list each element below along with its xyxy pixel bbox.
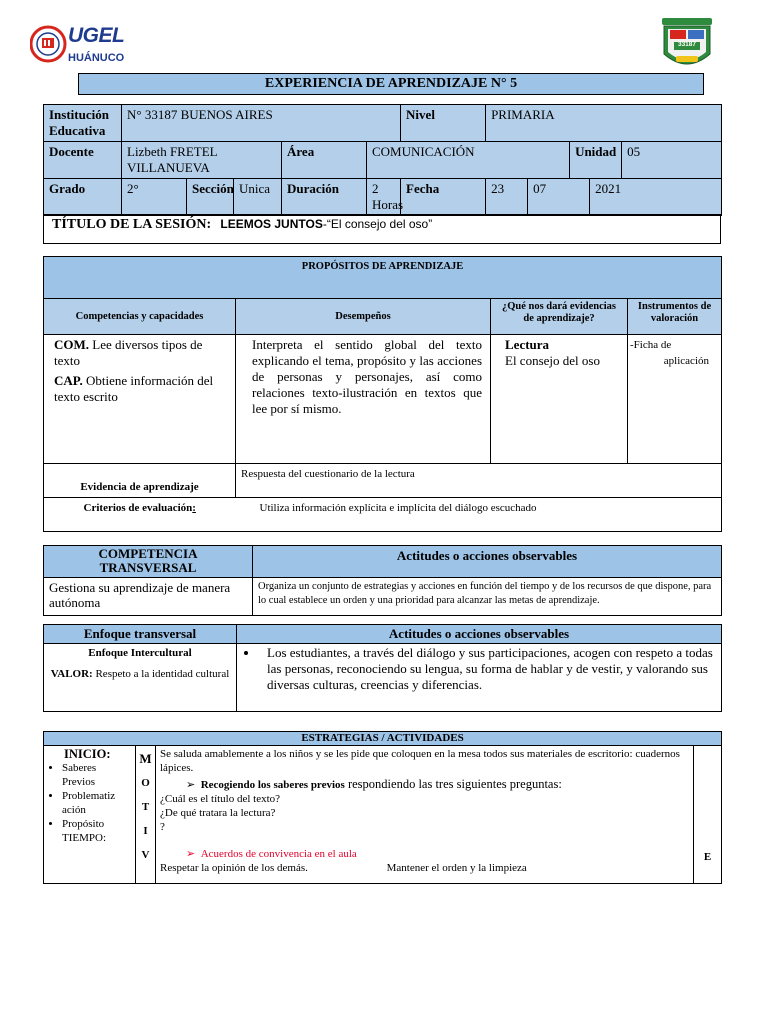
enfoque-bullet-list bbox=[241, 645, 715, 693]
com-label: COM. bbox=[54, 337, 90, 352]
evidencia-title: Lectura bbox=[505, 337, 550, 352]
pregunta-3: ? bbox=[160, 821, 165, 833]
fecha-day: 23 bbox=[486, 179, 528, 216]
fecha-year: 2021 bbox=[590, 179, 722, 216]
competencia-cell bbox=[44, 335, 236, 464]
actividad-saludo: Se saluda amablemente a los niños y se les pide que coloquen en la mesa todos sus materiales de escritorio: cuadernos lápices. bbox=[160, 748, 680, 774]
area-label: Área bbox=[282, 142, 367, 179]
saberes-rest: respondiendo las tres siguientes preguntas: bbox=[344, 777, 562, 791]
competencia-transversal-table bbox=[43, 545, 722, 616]
arrow-icon: ➢ bbox=[186, 779, 201, 791]
evidencia-text: El consejo del oso bbox=[505, 353, 600, 368]
vertical-letter: O bbox=[141, 777, 150, 789]
session-title-rest: -“El consejo del oso” bbox=[322, 217, 433, 231]
instrumento-line2: aplicación bbox=[663, 355, 709, 367]
evidencia-aprendizaje-label: Evidencia de aprendizaje bbox=[44, 464, 236, 498]
pregunta-2: ¿De qué tratara la lectura? bbox=[160, 807, 276, 819]
session-title-box bbox=[43, 214, 721, 244]
nivel-value: PRIMARIA bbox=[486, 105, 722, 142]
com-text: Lee diversos tipos de texto bbox=[54, 337, 203, 368]
evidencia-aprendizaje-value: Respuesta del cuestionario de la lectura bbox=[236, 464, 722, 498]
ugel-subtitle: HUÁNUCO bbox=[68, 52, 125, 64]
cap-label: CAP. bbox=[54, 373, 83, 388]
ugel-logo bbox=[30, 22, 140, 74]
nivel-label: Nivel bbox=[401, 105, 486, 142]
unidad-value: 05 bbox=[622, 142, 722, 179]
instrumento-cell bbox=[628, 335, 722, 464]
col-competencias: Competencias y capacidades bbox=[44, 299, 236, 335]
docente-value: Lizbeth FRETEL VILLANUEVA bbox=[122, 142, 282, 179]
seccion-label: Sección bbox=[187, 179, 234, 216]
vertical-letters-cell bbox=[136, 746, 156, 884]
enfoque-table bbox=[43, 624, 722, 712]
col-evidencias: ¿Qué nos dará evidencias de aprendizaje? bbox=[491, 299, 628, 335]
ct-header-right: Actitudes o acciones observables bbox=[253, 546, 722, 578]
estrategias-title: ESTRATEGIAS / ACTIVIDADES bbox=[44, 732, 722, 746]
vertical-letter: T bbox=[141, 801, 150, 813]
enfoque-bullet: • Los estudiantes, a través del diálogo y sus participaciones, acogen con respeto a todas las personas, reconociendo su lengua, su forma de hablar y de vestir, y valorando sus diversas culturas, creencias y diferencias. bbox=[259, 645, 715, 693]
acuerdos-line bbox=[160, 847, 689, 861]
info-table bbox=[43, 104, 722, 216]
valor-label: VALOR: bbox=[50, 668, 93, 680]
school-logo-number: 33187 bbox=[677, 41, 697, 48]
propositos-table bbox=[43, 256, 722, 532]
inicio-item: • Saberes Previos bbox=[62, 761, 131, 789]
instrumento-line1: -Ficha de bbox=[630, 339, 672, 351]
enfoque-header-right: Actitudes o acciones observables bbox=[237, 625, 722, 644]
saberes-bold: Recogiendo los saberes previos bbox=[200, 779, 345, 791]
right-letter: E bbox=[703, 851, 712, 863]
arrow-icon: ➢ bbox=[186, 848, 201, 860]
estrategias-table bbox=[43, 731, 722, 884]
enfoque-name: Enfoque Intercultural bbox=[88, 647, 192, 659]
duracion-label: Duración bbox=[282, 179, 367, 216]
valor-text: Respeto a la identidad cultural bbox=[92, 668, 230, 680]
regla-1: Respetar la opinión de los demás. bbox=[160, 862, 308, 874]
fecha-label: Fecha bbox=[401, 179, 486, 216]
criterios-value: Utiliza información explícita e implícita del diálogo escuchado bbox=[236, 498, 722, 532]
enfoque-left-cell bbox=[44, 644, 237, 712]
pregunta-1: ¿Cuál es el título del texto? bbox=[160, 793, 281, 805]
desempeno-cell: Interpreta el sentido global del texto explicando el tema, propósito y las acciones de personas y personajes, así como relaciones texto-ilustración en textos que lee por sí mismo. bbox=[236, 335, 491, 464]
docente-label: Docente bbox=[44, 142, 122, 179]
inicio-item: • Propósito TIEMPO: bbox=[62, 817, 131, 845]
institucion-value: N° 33187 BUENOS AIRES bbox=[122, 105, 401, 142]
propositos-title: PROPÓSITOS DE APRENDIZAJE bbox=[44, 257, 722, 299]
grado-value: 2° bbox=[122, 179, 187, 216]
valor-line bbox=[49, 667, 231, 682]
session-title-name bbox=[220, 217, 432, 231]
institucion-label: Institución Educativa bbox=[44, 105, 122, 142]
right-letter-cell bbox=[694, 746, 722, 884]
session-title-label: TÍTULO DE LA SESIÓN: bbox=[52, 217, 212, 232]
regla-2: Mantener el orden y la limpieza bbox=[386, 862, 527, 874]
com-line bbox=[54, 337, 229, 369]
enfoque-header-left: Enfoque transversal bbox=[44, 625, 237, 644]
col-instrumentos: Instrumentos de valoración bbox=[628, 299, 722, 335]
unidad-label: Unidad bbox=[570, 142, 622, 179]
criterios-label-text: Criterios de evaluación bbox=[83, 502, 193, 514]
area-value: COMUNICACIÓN bbox=[367, 142, 570, 179]
duracion-value: 2 Horas bbox=[367, 179, 401, 216]
session-title-bold: LEEMOS JUNTOS bbox=[220, 217, 323, 231]
evidencia-cell bbox=[491, 335, 628, 464]
vertical-letter: M bbox=[139, 751, 152, 766]
criterios-colon: : bbox=[192, 502, 196, 514]
seccion-value: Unica bbox=[234, 179, 282, 216]
saberes-previos-line bbox=[160, 777, 689, 792]
school-logo bbox=[656, 16, 718, 76]
reglas-line bbox=[160, 861, 689, 875]
acuerdos-text: Acuerdos de convivencia en el aula bbox=[200, 848, 357, 860]
ct-right: Organiza un conjunto de estrategias y acciones en función del tiempo y de los recursos de que dispone, para lo cual establece un orden y una prioridad para alcanzar las metas de aprendizaje. bbox=[253, 578, 722, 616]
inicio-list bbox=[48, 761, 131, 845]
page-title: EXPERIENCIA DE APRENDIZAJE N° 5 bbox=[78, 73, 704, 95]
cap-line bbox=[54, 373, 229, 405]
ugel-logo-text: UGEL bbox=[68, 24, 125, 47]
fecha-month: 07 bbox=[528, 179, 590, 216]
grado-label: Grado bbox=[44, 179, 122, 216]
actividades-cell bbox=[156, 746, 694, 884]
inicio-cell bbox=[44, 746, 136, 884]
col-desempenos: Desempeños bbox=[236, 299, 491, 335]
criterios-label bbox=[44, 498, 236, 532]
vertical-letter: V bbox=[141, 849, 150, 861]
ct-header-left: COMPETENCIA TRANSVERSAL bbox=[44, 546, 253, 578]
vertical-letter: I bbox=[143, 825, 148, 837]
ct-left: Gestiona su aprendizaje de manera autónoma bbox=[44, 578, 253, 616]
cap-text: Obtiene información del texto escrito bbox=[54, 373, 214, 404]
inicio-item: • Problematiz ación bbox=[62, 789, 131, 817]
enfoque-right-cell bbox=[237, 644, 722, 712]
inicio-label: INICIO: bbox=[64, 747, 111, 761]
